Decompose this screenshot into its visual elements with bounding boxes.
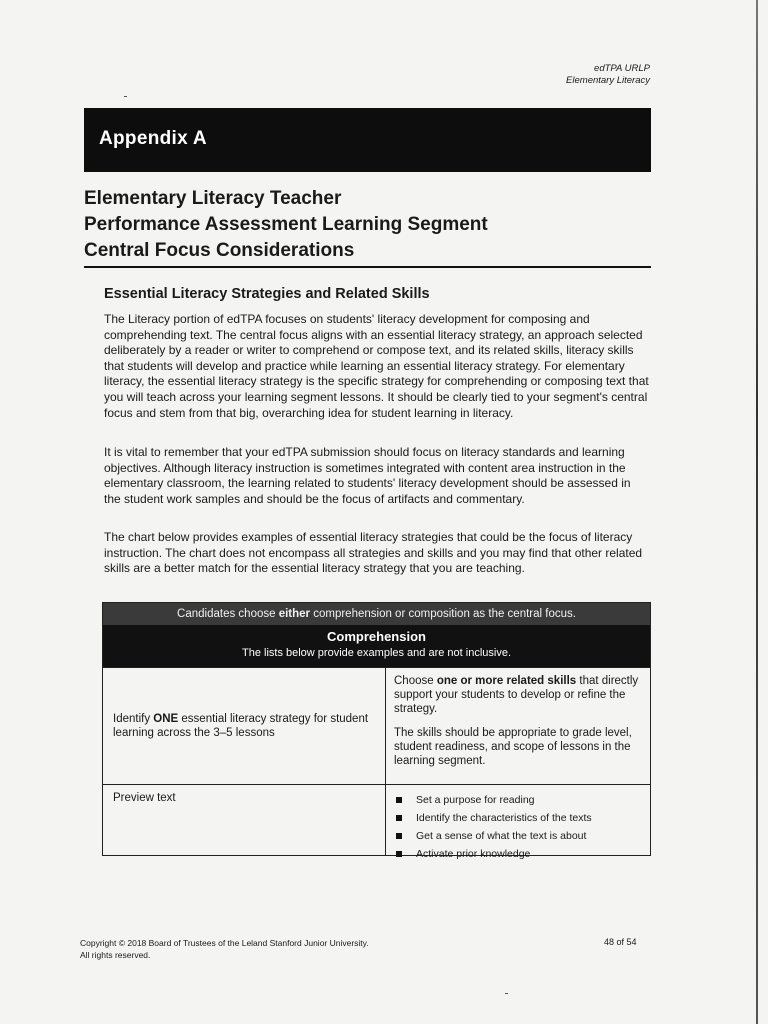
strategy-table — [102, 602, 651, 860]
comprehension-title: Comprehension — [327, 629, 426, 644]
list-item: Set a purpose for reading — [394, 791, 642, 809]
skills-pre: Choose — [394, 675, 437, 687]
list-item: Activate prior knowledge — [394, 845, 642, 863]
header-line-2: Elementary Literacy — [566, 75, 650, 86]
table-row — [103, 784, 650, 860]
instr-bold: ONE — [153, 713, 179, 725]
appendix-title: Appendix A — [99, 128, 207, 149]
skills-instructions-2: The skills should be appropriate to grade level, student readiness, and scope of lessons in the learning segment. — [394, 727, 632, 767]
banner-text-pre: Candidates choose — [177, 608, 279, 620]
skills-bold: one or more related skills — [436, 675, 577, 687]
scan-edge-line — [756, 0, 758, 1024]
title-line-1: Elementary Literacy Teacher — [84, 188, 342, 209]
skills-post: that directly support your students to develop or refine the strategy. — [394, 675, 639, 715]
comprehension-header — [103, 625, 650, 667]
instr-post: essential literacy strategy for student learning across the 3–5 lessons — [113, 713, 369, 739]
header-line-1: edTPA URLP — [594, 63, 650, 74]
document-title — [84, 186, 651, 268]
comprehension-subtitle: The lists below provide examples and are not inclusive. — [241, 647, 512, 659]
strategy-cell: Preview text — [103, 785, 386, 855]
copyright-footer — [80, 937, 369, 961]
paragraph-intro: The Literacy portion of edTPA focuses on students' literacy development for composing and comprehending text. The central focus aligns with an essential literacy strategy, an approach selected deliberately by a reader or writer to comprehend or compose text, and its related skills, literacy skills that students will develop and practice while learning an essential literacy strategy. For elementary literacy, the essential literacy strategy is the specific strategy for comprehending or composing text that you will teach across your learning segment lessons. It should be clearly tied to your segment's central focus and stem from that big, overarching idea for student learning in literacy. — [104, 312, 649, 420]
table-banner — [103, 603, 650, 625]
paragraph-chart-intro: The chart below provides examples of essential literacy strategies that could be the focus of literacy instruction. The chart does not encompass all strategies and skills and you may find that other related skills are a better match for the essential literacy strategy that you are teaching. — [104, 530, 643, 576]
skills-cell — [386, 785, 650, 860]
title-line-3: Central Focus Considerations — [84, 240, 355, 261]
table-row — [103, 667, 650, 784]
instr-pre: Identify — [113, 713, 154, 725]
banner-text-bold: either — [278, 608, 311, 620]
list-item: Get a sense of what the text is about — [394, 827, 642, 845]
skills-list — [394, 791, 642, 863]
appendix-banner — [84, 108, 651, 172]
scan-speck — [124, 96, 127, 97]
banner-text-post: comprehension or composition as the central focus. — [310, 608, 576, 620]
running-header — [566, 63, 650, 87]
copyright-line-1: Copyright © 2018 Board of Trustees of the Leland Stanford Junior University. — [80, 938, 369, 948]
skills-instructions-1 — [394, 674, 642, 716]
section-heading: Essential Literacy Strategies and Related Skills — [104, 286, 430, 302]
page-number: 48 of 54 — [604, 937, 637, 947]
copyright-line-2: All rights reserved. — [80, 950, 151, 960]
strategy-instructions-cell — [103, 668, 386, 784]
bullet-square-icon — [396, 815, 402, 821]
bullet-square-icon — [396, 833, 402, 839]
paragraph-focus: It is vital to remember that your edTPA submission should focus on literacy standards and learning objectives. Although literacy instruction is sometimes integrated with content area instruction in the elementary classroom, the learning related to students' literacy development should be assessed in the student work samples and should be the focus of artifacts and commentary. — [104, 445, 631, 506]
skills-instructions-cell — [386, 668, 650, 784]
scan-speck — [505, 993, 508, 994]
title-line-2: Performance Assessment Learning Segment — [84, 214, 488, 235]
list-item: Identify the characteristics of the texts — [394, 809, 642, 827]
bullet-square-icon — [396, 851, 402, 857]
bullet-square-icon — [396, 797, 402, 803]
